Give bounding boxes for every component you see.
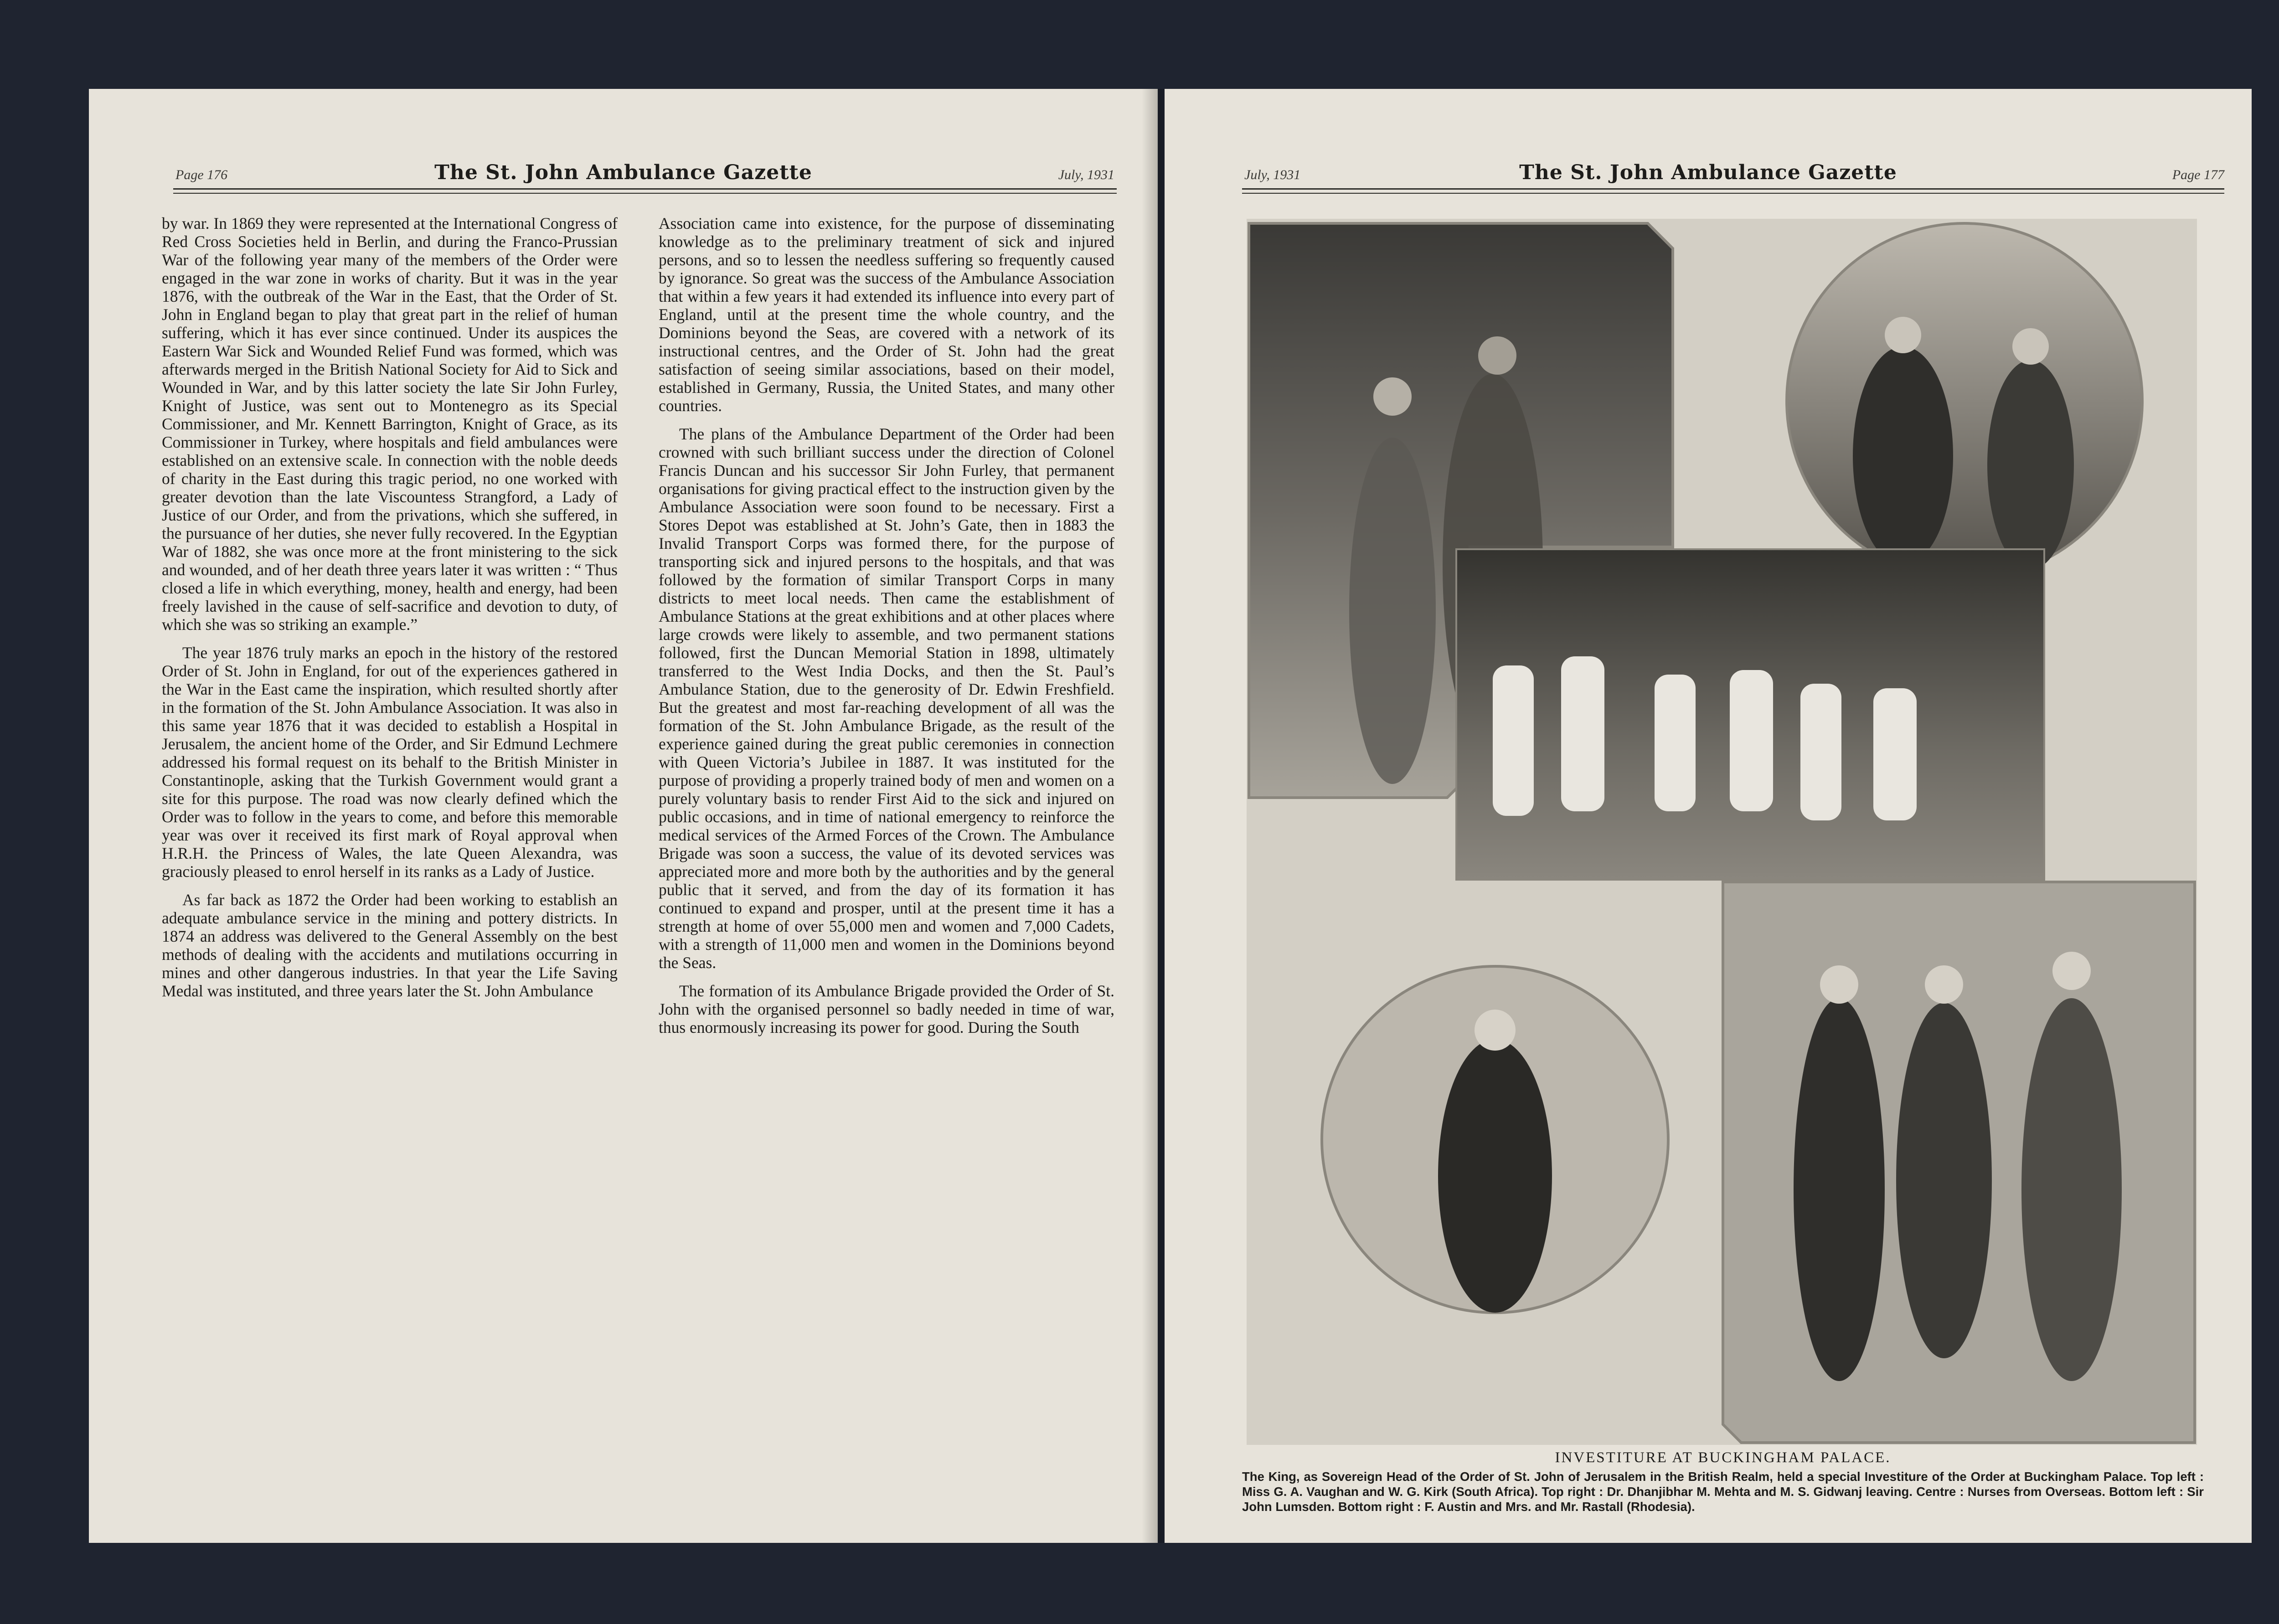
left-page-header	[89, 157, 1158, 198]
photo-collage	[1247, 219, 2197, 1445]
article-column-1	[162, 214, 618, 1010]
paragraph: The plans of the Ambulance Department of the Order had been crowned with such brilliant success under the direction of Colonel Francis Duncan and his successor Sir John Furley, that permanent organisations for giving practical effect to the instruction given by the Ambulance Association were soon found to be necessary. First a Stores Depot was established at St. John’s Gate, then in 1883 the Invalid Transport Corps was formed there, for the purpose of transporting sick and injured persons to the hospitals, and that was followed by the formation of similar Transport Corps in many districts to meet local needs. Then came the establishment of Ambulance Stations at the great exhibitions and at other places where large crowds were likely to assemble, and two permanent stations followed, first the Duncan Memorial Station in 1898, ultimately transferred to the West India Docks, and then the St. Paul’s Ambulance Station, due to the generosity of Dr. Edwin Freshfield. But the greatest and most far-reaching development of all was the formation of the St. John Ambulance Brigade, as the result of the experience gained during the great public ceremonies in connection with Queen Victoria’s Jubilee in 1887. It was instituted for the purpose of providing a properly trained body of men and women on a purely voluntary basis to render First Aid to the sick and injured on public occasions, and in time of national emergency to reinforce the medical services of the Armed Forces of the Crown. The Ambulance Brigade was soon a success, the value of its devoted services was appreciated more and more both by the authorities and by the general public that it served, and from the day of its formation it has continued to expand and prosper, until at the present time it has a strength at home of over 55,000 men and women and 7,000 Cadets, with a strength of 11,000 men and women in the Dominions beyond the Seas.	[659, 425, 1114, 972]
paragraph: The year 1876 truly marks an epoch in the history of the restored Order of St. John in England, for out of the experiences gathered in the War in the East came the inspiration, which resulted shortly after in the formation of the St. John Ambulance Association. It was also in this same year 1876 that it was decided to establish a Hospital in Jerusalem, the ancient home of the Order, and Sir Edmund Lechmere addressed his formal request on its behalf to the British Minister in Constantinople, asking that the Turkish Government would grant a site for this purpose. The road was now clearly defined which the Order was to follow in the years to come, and before this memorable year was over it received its first mark of Royal approval when H.R.H. the Princess of Wales, the late Queen Alexandra, was graciously pleased to enrol herself in its ranks as a Lady of Justice.	[162, 644, 618, 881]
right-page-header	[1165, 157, 2252, 198]
left-page	[89, 89, 1158, 1543]
caption-text: The King, as Sovereign Head of the Order of St. John of Jerusalem in the British Realm, held a special Investiture of the Order at Buckingham Palace. Top left : Miss G. A. Vaughan and W. G. Kirk (South Africa). Top right : Dr. Dhanjibhar M. Mehta and M. S. Gidwanj leaving. Centre : Nurses from Overseas. Bottom left : Sir John Lumsden. Bottom right : F. Austin and Mrs. and Mr. Rastall (Rhodesia).	[1242, 1469, 2204, 1514]
paragraph: Association came into existence, for the purpose of disseminating knowledge as to the preliminary treatment of sick and injured persons, and so to lessen the needless suffering so frequently caused by ignorance. So great was the success of the Ambulance Association that within a few years it had extended its influence into every part of England, until at the present time the whole country, and the Dominions beyond the Seas, are covered with a network of its instructional centres, and the Order of St. John had the great satisfaction of seeing similar associations, based on their model, established in Germany, Russia, the United States, and many other countries.	[659, 214, 1114, 415]
header-rule	[173, 193, 1117, 194]
issue-date: July, 1931	[1058, 167, 1114, 182]
header-rule	[1242, 188, 2224, 190]
paragraph: As far back as 1872 the Order had been working to establish an adequate ambulance service in the mining and pottery districts. In 1874 an address was delivered to the General Assembly on the best methods of dealing with the accidents and mutilations occurring in mines and other dangerous industries. In that year the Life Saving Medal was instituted, and three years later the St. John Ambulance	[162, 891, 618, 1000]
paragraph: The formation of its Ambulance Brigade provided the Order of St. John with the organised personnel so badly needed in time of war, thus enormously increasing its power for good. During the South	[659, 982, 1114, 1036]
page-number: Page 177	[2172, 167, 2224, 182]
caption-title: INVESTITURE AT BUCKINGHAM PALACE.	[1555, 1449, 1891, 1466]
right-page	[1165, 89, 2252, 1543]
photo-collage-graphic	[1247, 219, 2197, 1445]
paragraph: by war. In 1869 they were represented at the International Congress of Red Cross Societies held in Berlin, and during the Franco-Prussian War of the following year many of the members of the Order were engaged in the war zone in works of charity. But it was in the year 1876, with the outbreak of the War in the East, that the Order of St. John in England began to play that great part in the relief of human suffering, which it has ever since continued. Under its auspices the Eastern War Sick and Wounded Relief Fund was formed, which was afterwards merged in the British National Society for Aid to Sick and Wounded in War, and by this latter society the late Sir John Furley, Knight of Justice, was sent out to Montenegro as its Special Commissioner, and Mr. Kennett Barrington, Knight of Grace, as its Commissioner in Turkey, where hospitals and field ambulances were established on an extensive scale. In connection with the noble deeds of charity in the East during this tragic period, no one worked with greater devotion than the late Viscountess Strangford, a Lady of Justice of our Order, and from the privations, which she suffered, in the pursuance of her duties, she never fully recovered. In the Egyptian War of 1882, she was once more at the front ministering to the sick and wounded, and of her death three years later it was written : “ Thus closed a life in which everything, money, health and energy, had been freely lavished in the cause of self-sacrifice and devotion to duty, of which she was so striking an example.”	[162, 214, 618, 634]
header-rule	[173, 188, 1117, 190]
gazette-title: The St. John Ambulance Gazette	[434, 161, 812, 184]
header-rule	[1242, 193, 2224, 194]
page-number: Page 176	[175, 167, 228, 182]
issue-date: July, 1931	[1244, 167, 1301, 182]
photo-top-right	[1787, 223, 2142, 579]
photo-caption	[1242, 1449, 2204, 1514]
article-column-2	[659, 214, 1114, 1047]
gazette-title: The St. John Ambulance Gazette	[1519, 161, 1897, 184]
